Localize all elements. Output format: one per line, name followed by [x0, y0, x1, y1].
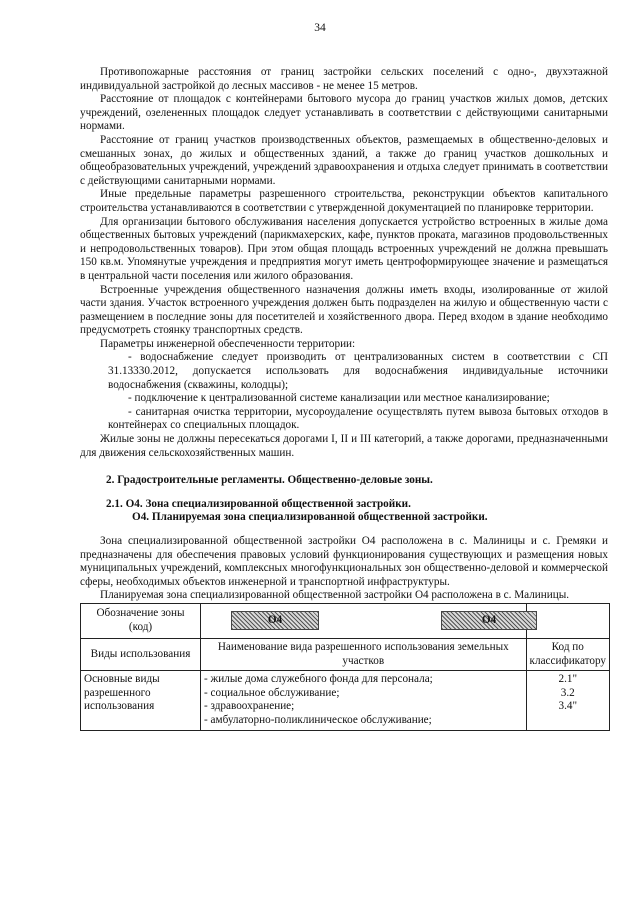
paragraph: Встроенные учреждения общественного назначения должны иметь входы, изолированные от жилой части здания. Участок встроенного учреждения должен быть подразделен на жилую и общественную части с размещением в последние зоны для посетителей и хозяйственного двора. Перед входом в здание необходимо предусмотреть стоянку транспортных средств. — [80, 283, 608, 337]
paragraph: Расстояние от границ участков производственных объектов, размещаемых в общественно-деловых и смешанных зонах, до жилых и общественных зданий, а также до границ участков дошкольных и общеобразовательных учреждений, учреждений здравоохранения и отдыха следует принимать в соответствии с действующими санитарными нормами. — [80, 133, 608, 187]
empty-cell — [526, 603, 609, 638]
code-list-cell — [526, 671, 609, 730]
table-header-row — [81, 638, 610, 670]
col-header-use-names: Наименование вида разрешенного использования земельных участков — [201, 638, 527, 670]
page-number: 34 — [314, 22, 326, 34]
use-item: - здравоохранение; — [204, 700, 295, 713]
bullet-item: - санитарная очистка территории, мусороудаление осуществлять путем вывоза бытовых отходов в контейнерах со специальных площадок. — [108, 405, 608, 432]
classifier-code: 2.1" — [558, 673, 578, 686]
zone-paragraph: Зона специализированной общественной застройки О4 расположена в с. Малиницы и с. Гремяки и предназначены для обеспечения правовых условий функционирования существующих и размещения новых муниципальных учреждений, комплексных многофункциональных зон общественно-деловой и коммерческой сферы, необходимых объектов инженерной и транспортной инфраструктуры. — [80, 535, 608, 588]
document-body — [80, 66, 608, 731]
use-list-cell — [201, 671, 527, 730]
table-row — [81, 603, 610, 638]
bullet-item: - подключение к централизованной системе канализации или местное канализирование; — [128, 392, 550, 405]
paragraph: Для организации бытового обслуживания населения допускается устройство встроенных в жилые дома общественных бытовых учреждений (парикмахерских, кафе, пунктов проката, магазинов продовольственных и непродовольственных товаров). При этом общая площадь встроенных учреждений не должна превышать 150 кв.м. Упомянутые учреждения и предприятия могут иметь центроформирующее значение и размещаться в центральной части поселения или жилого образования. — [80, 215, 608, 282]
classifier-code: 3.4" — [558, 700, 578, 713]
row-label-main-uses: Основные виды разрешенного использования — [81, 671, 201, 730]
zone-paragraph: Планируемая зона специализированной общественной застройки О4 расположена в с. Малиницы. — [100, 589, 570, 602]
table-row — [81, 671, 610, 730]
paragraph: Жилые зоны не должны пересекаться дорогами I, II и III категорий, а также дорогами, предназначенными для движения сельскохозяйственных машин. — [80, 433, 608, 459]
use-item: - социальное обслуживание; — [204, 686, 340, 699]
zone-label-cell: Обозначение зоны (код) — [81, 603, 201, 638]
col-header-use-types: Виды использования — [81, 638, 201, 670]
classifier-code: 3.2 — [560, 686, 575, 699]
subsection-heading-planned: О4. Планируемая зона специализированной общественной застройки. — [132, 511, 488, 524]
zone-code-cell — [201, 603, 527, 638]
zone-code-swatch: О4 — [231, 611, 319, 630]
col-header-classifier-code: Код по классификатору — [526, 638, 609, 670]
paragraph: Иные предельные параметры разрешенного строительства, реконструкции объектов капитального строительства устанавливаются в соответствии с утвержденной документацией по планировке территории. — [80, 188, 608, 214]
bullet-item: - водоснабжение следует производить от централизованных систем в соответствии с СП 31.13330.2012, допускается использовать для водоснабжения индивидуальные источники водоснабжения (скважины, колодцы); — [108, 351, 608, 391]
subsection-heading: 2.1. О4. Зона специализированной общественной застройки. — [106, 497, 411, 510]
section-heading: 2. Градостроительные регламенты. Общественно-деловые зоны. — [106, 474, 433, 487]
planned-zone-code-swatch: О4 — [441, 611, 537, 630]
use-item: - амбулаторно-поликлиническое обслуживание; — [204, 713, 432, 726]
paragraph: Параметры инженерной обеспеченности территории: — [100, 337, 356, 350]
paragraph: Противопожарные расстояния от границ застройки сельских поселений с одно-, двухэтажной индивидуальной застройкой до лесных массивов - не менее 15 метров. — [80, 66, 608, 92]
use-item: - жилые дома служебного фонда для персонала; — [204, 673, 433, 686]
zoning-table — [80, 603, 610, 731]
paragraph: Расстояние от площадок с контейнерами бытового мусора до границ участков жилых домов, детских учреждений, озелененных площадок следует устанавливать в соответствии с действующими санитарными нормами. — [80, 93, 608, 133]
